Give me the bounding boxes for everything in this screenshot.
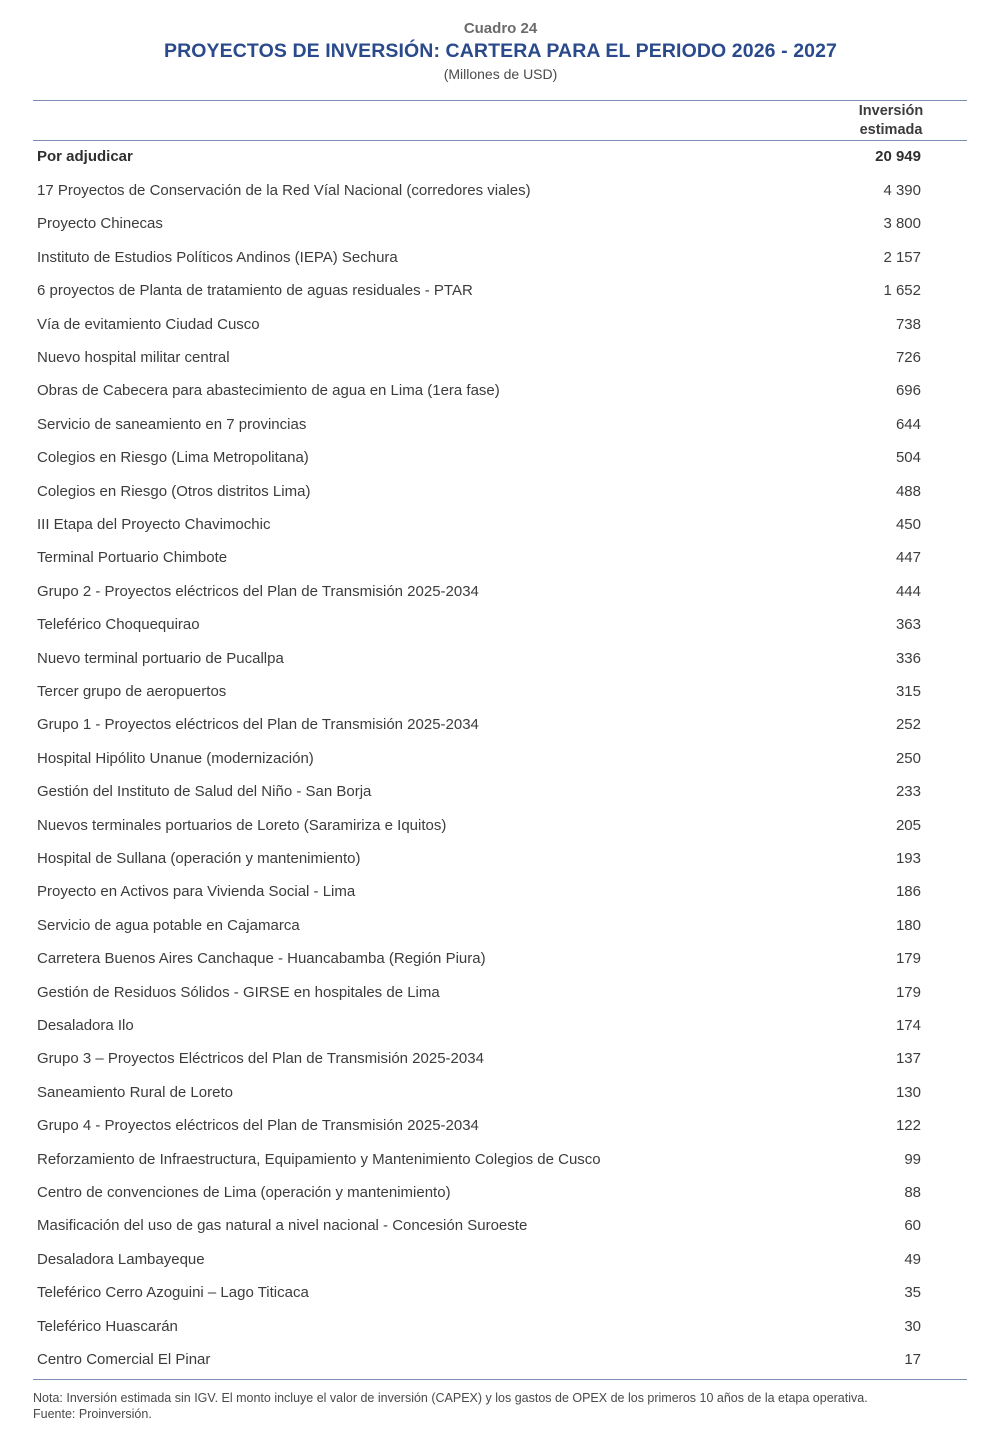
- project-name: Teleférico Cerro Azoguini – Lago Titicaca: [37, 1284, 309, 1302]
- table-row: [37, 647, 921, 671]
- table-row: [37, 880, 921, 904]
- table-row: [37, 546, 921, 570]
- project-investment: 180: [895, 916, 921, 934]
- project-name: Servicio de saneamiento en 7 provincias: [37, 415, 307, 433]
- project-investment: 193: [895, 850, 921, 867]
- project-name: Teleférico Huascarán: [37, 1317, 178, 1335]
- project-name: Nuevos terminales portuarios de Loreto (Saramiriza e Iquitos): [37, 816, 447, 834]
- project-name: Nuevo terminal portuario de Pucallpa: [37, 649, 284, 667]
- summary-value: 20 949: [875, 148, 921, 165]
- project-investment: 179: [895, 983, 921, 1001]
- project-investment: 252: [895, 716, 921, 734]
- project-name: Centro Comercial El Pinar: [37, 1351, 211, 1368]
- project-investment: 504: [895, 449, 921, 467]
- project-investment: 205: [895, 816, 921, 834]
- table-row: [37, 1047, 921, 1071]
- project-investment: 447: [895, 549, 921, 567]
- table-row: [37, 413, 921, 437]
- table-row: [37, 279, 921, 303]
- project-investment: 444: [895, 582, 921, 600]
- project-name: Gestión del Instituto de Salud del Niño - San Borja: [37, 783, 372, 801]
- project-investment: 696: [895, 382, 921, 400]
- project-name: Grupo 3 – Proyectos Eléctricos del Plan de Transmisión 2025-2034: [37, 1050, 484, 1068]
- project-name: Obras de Cabecera para abastecimiento de agua en Lima (1era fase): [37, 382, 500, 400]
- bottom-rule: [33, 1379, 967, 1380]
- project-investment: 137: [895, 1050, 921, 1068]
- table-row: [37, 179, 921, 203]
- column-header-investment: [836, 102, 946, 140]
- project-investment: 2 157: [883, 248, 921, 266]
- project-name: Hospital de Sullana (operación y mantenimiento): [37, 850, 361, 867]
- table-row: [37, 680, 921, 704]
- project-name: Carretera Buenos Aires Canchaque - Huancabamba (Región Piura): [37, 950, 486, 968]
- project-investment: 363: [895, 616, 921, 634]
- project-investment: 644: [895, 415, 921, 433]
- project-name: Masificación del uso de gas natural a nivel nacional - Concesión Suroeste: [37, 1217, 528, 1235]
- note-text: Nota: Inversión estimada sin IGV. El monto incluye el valor de inversión (CAPEX) y los gastos de OPEX de los primeros 10 años de la etapa operativa.: [33, 1391, 868, 1405]
- summary-row: [37, 145, 921, 169]
- table-row: [37, 1315, 921, 1339]
- project-investment: 1 652: [883, 282, 921, 300]
- table-row: [37, 814, 921, 838]
- page-title: PROYECTOS DE INVERSIÓN: CARTERA PARA EL PERIODO 2026 - 2027: [163, 40, 838, 62]
- table-row: [37, 246, 921, 270]
- table-number: Cuadro 24: [463, 20, 538, 37]
- project-investment: 3 800: [883, 215, 921, 233]
- project-investment: 250: [895, 749, 921, 767]
- project-investment: 4 390: [883, 182, 921, 199]
- table-row: [37, 212, 921, 236]
- project-name: Hospital Hipólito Unanue (modernización): [37, 749, 314, 767]
- project-name: Desaladora Ilo: [37, 1017, 134, 1034]
- project-investment: 99: [904, 1150, 921, 1168]
- project-investment: 233: [895, 783, 921, 801]
- table-row: [37, 446, 921, 470]
- table-row: [37, 480, 921, 504]
- table-row: [37, 1081, 921, 1105]
- top-rule: [33, 100, 967, 101]
- project-investment: 60: [904, 1217, 921, 1235]
- table-row: [37, 1148, 921, 1172]
- summary-label: Por adjudicar: [37, 148, 133, 165]
- project-name: Grupo 4 - Proyectos eléctricos del Plan de Transmisión 2025-2034: [37, 1117, 479, 1135]
- table-row: [37, 379, 921, 403]
- project-name: 6 proyectos de Planta de tratamiento de aguas residuales - PTAR: [37, 282, 473, 300]
- table-row: [37, 1281, 921, 1305]
- project-investment: 315: [895, 683, 921, 700]
- table-row: [37, 513, 921, 537]
- table-notes: [33, 1390, 868, 1422]
- project-name: Gestión de Residuos Sólidos - GIRSE en hospitales de Lima: [37, 983, 440, 1001]
- project-name: Servicio de agua potable en Cajamarca: [37, 916, 300, 934]
- project-name: Proyecto en Activos para Vivienda Social - Lima: [37, 883, 356, 901]
- table-row: [37, 313, 921, 337]
- project-name: Desaladora Lambayeque: [37, 1250, 205, 1268]
- table-row: [37, 1181, 921, 1205]
- project-investment: 186: [895, 883, 921, 901]
- table-row: [37, 713, 921, 737]
- project-investment: 88: [904, 1184, 921, 1201]
- project-name: Instituto de Estudios Políticos Andinos (IEPA) Sechura: [37, 248, 398, 266]
- project-investment: 17: [904, 1351, 921, 1368]
- project-name: Terminal Portuario Chimbote: [37, 549, 228, 567]
- project-name: Tercer grupo de aeropuertos: [37, 683, 227, 700]
- project-investment: 726: [895, 349, 921, 366]
- table-row: [37, 780, 921, 804]
- table-row: [37, 346, 921, 370]
- table-row: [37, 1348, 921, 1372]
- table-row: [37, 1214, 921, 1238]
- table-row: [37, 1014, 921, 1038]
- table-row: [37, 981, 921, 1005]
- column-header-line1: Inversión: [858, 103, 924, 119]
- project-name: Colegios en Riesgo (Lima Metropolitana): [37, 449, 309, 467]
- project-investment: 30: [904, 1317, 921, 1335]
- project-name: 17 Proyectos de Conservación de la Red Víal Nacional (corredores viales): [37, 182, 531, 199]
- project-name: Centro de convenciones de Lima (operación y mantenimiento): [37, 1184, 451, 1201]
- table-row: [37, 947, 921, 971]
- column-header-line2: estimada: [859, 122, 923, 138]
- project-name: Vía de evitamiento Ciudad Cusco: [37, 315, 260, 333]
- project-investment: 738: [895, 315, 921, 333]
- table-row: [37, 747, 921, 771]
- project-name: Saneamiento Rural de Loreto: [37, 1083, 233, 1101]
- project-investment: 174: [895, 1017, 921, 1034]
- project-investment: 179: [895, 950, 921, 968]
- table-row: [37, 1248, 921, 1272]
- project-investment: 130: [895, 1083, 921, 1101]
- table-row: [37, 847, 921, 871]
- project-investment: 122: [895, 1117, 921, 1135]
- project-investment: 336: [895, 649, 921, 667]
- project-name: Colegios en Riesgo (Otros distritos Lima): [37, 482, 311, 500]
- table-row: [37, 914, 921, 938]
- project-investment: 450: [895, 516, 921, 533]
- project-investment: 35: [904, 1284, 921, 1302]
- table-row: [37, 580, 921, 604]
- project-name: Grupo 1 - Proyectos eléctricos del Plan de Transmisión 2025-2034: [37, 716, 479, 734]
- project-investment: 488: [895, 482, 921, 500]
- project-name: Nuevo hospital militar central: [37, 349, 230, 366]
- units-subtitle: (Millones de USD): [443, 66, 558, 82]
- table-row: [37, 613, 921, 637]
- project-name: Reforzamiento de Infraestructura, Equipamiento y Mantenimiento Colegios de Cusco: [37, 1150, 601, 1168]
- project-investment: 49: [904, 1250, 921, 1268]
- project-name: Grupo 2 - Proyectos eléctricos del Plan de Transmisión 2025-2034: [37, 582, 479, 600]
- table-row: [37, 1114, 921, 1138]
- project-name: III Etapa del Proyecto Chavimochic: [37, 516, 271, 533]
- project-name: Proyecto Chinecas: [37, 215, 163, 233]
- project-name: Teleférico Choquequirao: [37, 616, 200, 634]
- source-text: Fuente: Proinversión.: [33, 1407, 152, 1421]
- header-rule: [33, 140, 967, 141]
